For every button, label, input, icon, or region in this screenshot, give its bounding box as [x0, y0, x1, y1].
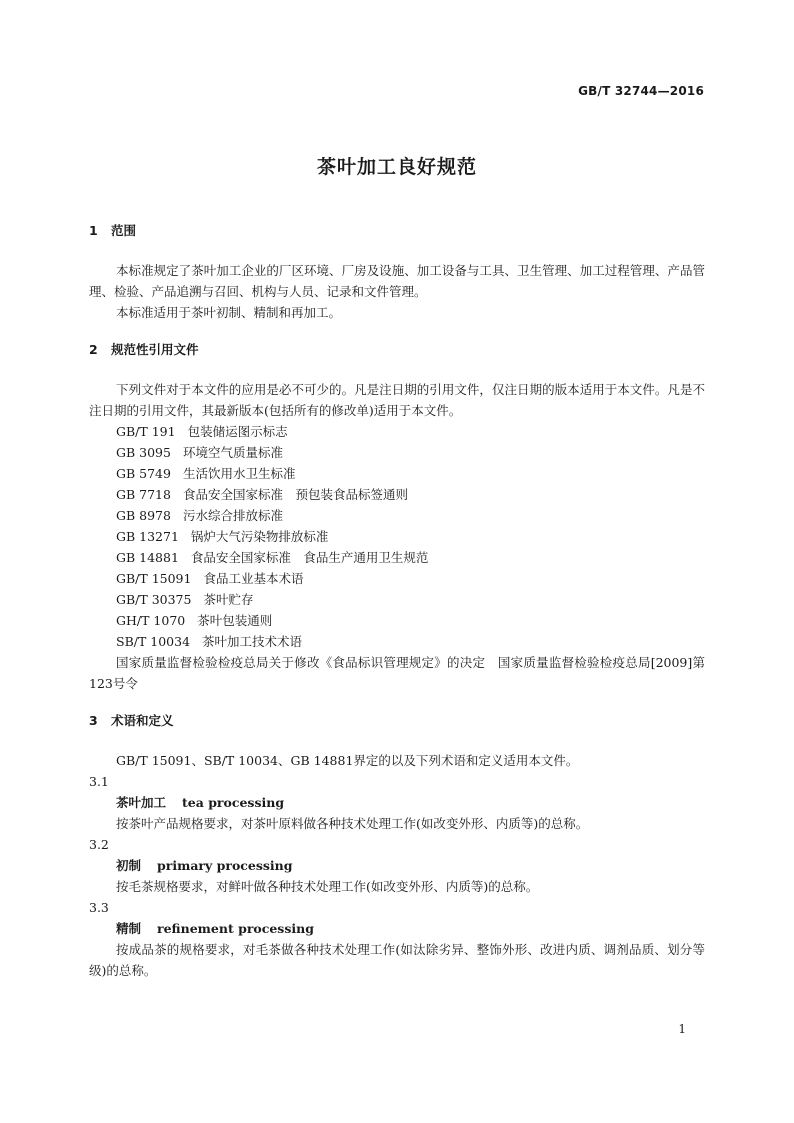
section-heading-scope [89, 222, 705, 240]
document-title: 茶叶加工良好规范 [316, 156, 477, 178]
reference-name: 污水综合排放标准 [182, 508, 283, 523]
standard-code: GB/T 32744—2016 [578, 84, 704, 98]
term-en: tea processing [182, 795, 285, 810]
section-heading-terms-definitions [89, 712, 705, 730]
reference-list [89, 421, 705, 652]
reference-item [89, 568, 705, 589]
reference-name: 茶叶加工技术术语 [202, 634, 303, 649]
scope-paragraph: 本标准规定了茶叶加工企业的厂区环境、厂房及设施、加工设备与工具、卫生管理、加工过程管理、产品管理、检验、产品追溯与召回、机构与人员、记录和文件管理。 [89, 263, 705, 299]
reference-code: GH/T 1070 [116, 613, 186, 628]
scope-paragraph: 本标准适用于茶叶初制、精制和再加工。 [116, 305, 342, 320]
reference-code: GB 5749 [116, 466, 171, 481]
term-entry [89, 897, 705, 981]
reference-item [89, 463, 705, 484]
reference-name: 茶叶贮存 [203, 592, 254, 607]
reference-code: GB 14881 [116, 550, 179, 565]
section-title: 范围 [111, 223, 137, 238]
section-number: 3 [89, 713, 98, 728]
clause-number: 3.3 [89, 900, 109, 915]
section-title: 术语和定义 [111, 713, 174, 728]
term-entry [89, 834, 705, 897]
reference-item [89, 547, 705, 568]
term-en: primary processing [157, 858, 293, 873]
reference-code: GB 7718 [116, 487, 171, 502]
term-heading [89, 792, 705, 813]
clause-number: 3.2 [89, 837, 109, 852]
reference-item [89, 589, 705, 610]
reference-name: 环境空气质量标准 [182, 445, 283, 460]
term-heading [89, 855, 705, 876]
decree-reference: 国家质量监督检验检疫总局关于修改《食品标识管理规定》的决定 国家质量监督检验检疫总局[2009]第123号令 [89, 655, 705, 691]
reference-item [89, 526, 705, 547]
reference-code: GB/T 191 [116, 424, 176, 439]
section-title: 规范性引用文件 [111, 342, 199, 357]
page-number: 1 [678, 1022, 686, 1036]
reference-item [89, 421, 705, 442]
reference-name: 生活饮用水卫生标准 [182, 466, 296, 481]
reference-code: GB 13271 [116, 529, 179, 544]
reference-name: 食品工业基本术语 [203, 571, 304, 586]
term-zh: 初制 [116, 858, 142, 873]
reference-item [89, 484, 705, 505]
reference-code: GB 3095 [116, 445, 171, 460]
reference-item [89, 631, 705, 652]
term-definition: 按成品茶的规格要求，对毛茶做各种技术处理工作(如汰除劣异、整饰外形、改进内质、调剂品质、划分等级)的总称。 [89, 942, 705, 978]
term-heading [89, 918, 705, 939]
section-number: 2 [89, 342, 98, 357]
references-intro: 下列文件对于本文件的应用是必不可少的。凡是注日期的引用文件，仅注日期的版本适用于本文件。凡是不注日期的引用文件，其最新版本(包括所有的修改单)适用于本文件。 [89, 382, 705, 418]
term-en: refinement processing [157, 921, 314, 936]
reference-item [89, 610, 705, 631]
reference-item [89, 505, 705, 526]
term-entry [89, 771, 705, 834]
reference-name: 茶叶包装通则 [197, 613, 273, 628]
reference-name: 食品安全国家标准 预包装食品标签通则 [182, 487, 408, 502]
reference-code: SB/T 10034 [116, 634, 191, 649]
document-body [89, 222, 705, 981]
reference-name: 食品安全国家标准 食品生产通用卫生规范 [190, 550, 429, 565]
term-zh: 茶叶加工 [116, 795, 167, 810]
reference-item [89, 442, 705, 463]
reference-code: GB/T 15091 [116, 571, 192, 586]
reference-name: 锅炉大气污染物排放标准 [190, 529, 329, 544]
reference-code: GB/T 30375 [116, 592, 192, 607]
clause-number: 3.1 [89, 774, 109, 789]
terms-intro: GB/T 15091、SB/T 10034、GB 14881界定的以及下列术语和定义适用本文件。 [116, 753, 579, 768]
term-definition: 按茶叶产品规格要求，对茶叶原料做各种技术处理工作(如改变外形、内质等)的总称。 [116, 816, 589, 831]
term-zh: 精制 [116, 921, 142, 936]
reference-name: 包装储运图示标志 [187, 424, 288, 439]
term-definition: 按毛茶规格要求，对鲜叶做各种技术处理工作(如改变外形、内质等)的总称。 [116, 879, 539, 894]
section-heading-normative-references [89, 341, 705, 359]
reference-code: GB 8978 [116, 508, 171, 523]
section-number: 1 [89, 223, 98, 238]
